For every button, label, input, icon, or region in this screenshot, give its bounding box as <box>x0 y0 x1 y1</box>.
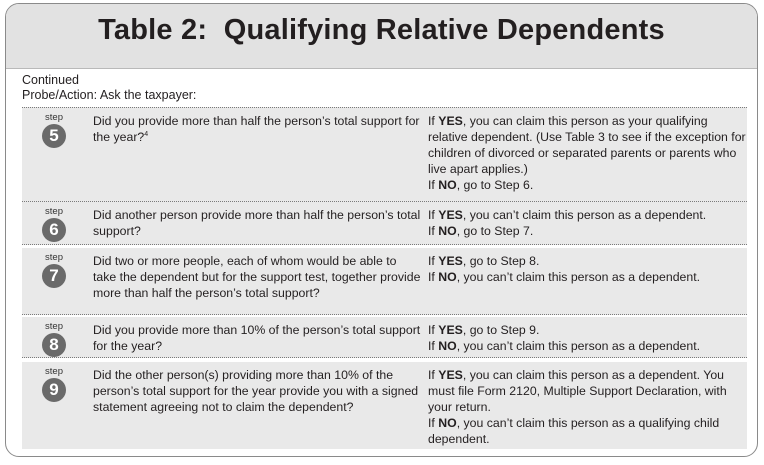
yes-keyword: YES <box>438 323 463 337</box>
if-text: If <box>428 339 439 353</box>
step-question <box>93 113 421 145</box>
if-text: If <box>428 224 439 238</box>
step-row-8 <box>22 317 747 358</box>
step-question: Did another person provide more than half the person’s total support? <box>93 208 421 238</box>
step-question: Did two or more people, each of whom would be able to take the dependent but for the support test, together provide more than half the person’s total support? <box>93 254 421 300</box>
no-keyword: NO <box>438 178 457 192</box>
no-keyword: NO <box>438 416 457 430</box>
yes-result-text: , go to Step 9. <box>462 323 540 337</box>
step-number-circle: 9 <box>42 378 66 402</box>
step-answer <box>428 253 748 285</box>
if-text: If <box>428 254 439 268</box>
table-frame <box>5 3 758 457</box>
yes-result-text: , you can’t claim this person as a dependent. <box>462 208 707 222</box>
no-result-text: , go to Step 6. <box>456 178 534 192</box>
step-answer <box>428 322 748 354</box>
step-number-circle: 5 <box>42 124 66 148</box>
step-row-5 <box>22 107 747 202</box>
no-result-text: , go to Step 7. <box>456 224 534 238</box>
no-result-text: , you can’t claim this person as a dependent. <box>456 339 701 353</box>
step-answer <box>428 207 748 239</box>
title-band <box>6 4 757 69</box>
if-text: If <box>428 270 439 284</box>
no-result-text: , you can’t claim this person as a dependent. <box>456 270 701 284</box>
step-question: Did you provide more than 10% of the person’s total support for the year? <box>93 323 421 353</box>
step-label: step <box>45 366 63 377</box>
yes-result-text: , you can claim this person as your qualifying relative dependent. (Use Table 3 to see if the exception for children of divorced or separated parents or parents who live apart applies.) <box>428 114 746 176</box>
if-text: If <box>428 178 439 192</box>
if-text: If <box>428 416 439 430</box>
step-number-circle: 6 <box>42 218 66 242</box>
if-text: If <box>428 368 439 382</box>
footnote-marker: 4 <box>144 130 149 138</box>
step-number-circle: 7 <box>42 264 66 288</box>
yes-result-text: , go to Step 8. <box>462 254 540 268</box>
yes-keyword: YES <box>438 208 463 222</box>
step-answer <box>428 113 748 193</box>
no-keyword: NO <box>438 339 457 353</box>
continued-label: Continued <box>22 73 79 87</box>
step-label: step <box>45 112 63 123</box>
step-row-9 <box>22 362 747 449</box>
probe-action-label: Probe/Action: Ask the taxpayer: <box>22 88 197 102</box>
yes-keyword: YES <box>438 368 463 382</box>
step-row-6 <box>22 202 747 245</box>
table-title: Table 2: Qualifying Relative Dependents <box>98 14 665 46</box>
step-question: Did the other person(s) providing more than 10% of the person’s total support for the year provide you with a signed statement agreeing not to claim the dependent? <box>93 368 419 414</box>
yes-keyword: YES <box>438 114 463 128</box>
if-text: If <box>428 323 439 337</box>
question-text: Did you provide more than half the person’s total support for the year? <box>93 114 420 144</box>
no-result-text: , you can’t claim this person as a qualifying child dependent. <box>428 416 720 446</box>
step-label: step <box>45 206 63 217</box>
step-number-circle: 8 <box>42 333 66 357</box>
no-keyword: NO <box>438 270 457 284</box>
step-answer <box>428 367 748 447</box>
yes-result-text: , you can claim this person as a dependent. You must file Form 2120, Multiple Support Declaration, with your return. <box>428 368 727 414</box>
no-keyword: NO <box>438 224 457 238</box>
if-text: If <box>428 208 439 222</box>
step-label: step <box>45 321 63 332</box>
yes-keyword: YES <box>438 254 463 268</box>
step-row-7 <box>22 248 747 315</box>
step-label: step <box>45 252 63 263</box>
if-text: If <box>428 114 439 128</box>
